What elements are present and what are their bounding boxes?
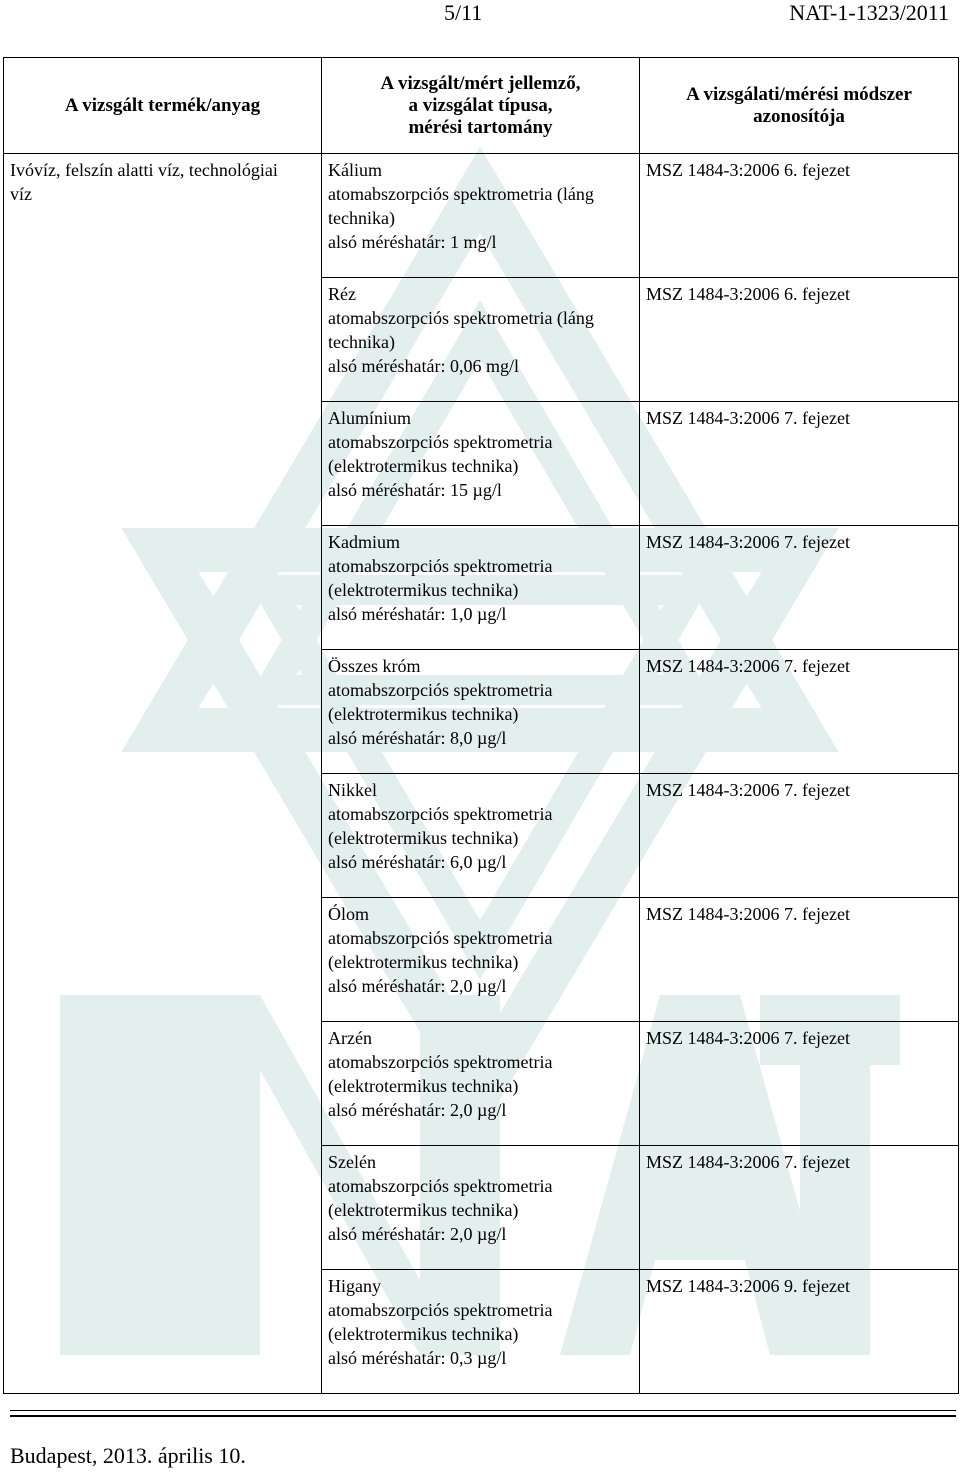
- characteristic-cell: Alumínium atomabszorpciós spektrometria (elektrotermikus technika) alsó méréshatár: 15 µg/l: [322, 402, 640, 526]
- characteristic-cell: Ólom atomabszorpciós spektrometria (elektrotermikus technika) alsó méréshatár: 2,0 µg/l: [322, 898, 640, 1022]
- accreditation-table: [3, 57, 959, 1394]
- characteristic-cell: Összes króm atomabszorpciós spektrometria (elektrotermikus technika) alsó méréshatár: 8,0 µg/l: [322, 650, 640, 774]
- method-cell: MSZ 1484-3:2006 7. fejezet: [640, 774, 959, 898]
- method-cell: MSZ 1484-3:2006 7. fejezet: [640, 526, 959, 650]
- characteristic-cell: Nikkel atomabszorpciós spektrometria (elektrotermikus technika) alsó méréshatár: 6,0 µg/l: [322, 774, 640, 898]
- characteristic-cell: Kadmium atomabszorpciós spektrometria (elektrotermikus technika) alsó méréshatár: 1,0 µg/l: [322, 526, 640, 650]
- method-cell: MSZ 1484-3:2006 7. fejezet: [640, 402, 959, 526]
- table-header-row: [4, 58, 959, 154]
- page-number: 5/11: [444, 0, 483, 25]
- characteristic-cell: Arzén atomabszorpciós spektrometria (elektrotermikus technika) alsó méréshatár: 2,0 µg/l: [322, 1022, 640, 1146]
- header-characteristic: A vizsgált/mért jellemző, a vizsgálat típusa, mérési tartomány: [322, 58, 640, 154]
- method-cell: MSZ 1484-3:2006 7. fejezet: [640, 650, 959, 774]
- footer-divider-thick: [10, 1415, 956, 1417]
- method-cell: MSZ 1484-3:2006 9. fejezet: [640, 1270, 959, 1394]
- header-product: A vizsgált termék/anyag: [4, 58, 322, 154]
- header-method: A vizsgálati/mérési módszer azonosítója: [640, 58, 959, 154]
- characteristic-cell: Higany atomabszorpciós spektrometria (elektrotermikus technika) alsó méréshatár: 0,3 µg/l: [322, 1270, 640, 1394]
- document-id: NAT-1-1323/2011: [789, 0, 949, 25]
- table-row: [4, 154, 959, 278]
- footer-divider-thin: [10, 1410, 956, 1411]
- characteristic-cell: Kálium atomabszorpciós spektrometria (láng technika) alsó méréshatár: 1 mg/l: [322, 154, 640, 278]
- method-cell: MSZ 1484-3:2006 7. fejezet: [640, 898, 959, 1022]
- characteristic-cell: Réz atomabszorpciós spektrometria (láng technika) alsó méréshatár: 0,06 mg/l: [322, 278, 640, 402]
- product-cell: Ivóvíz, felszín alatti víz, technológiai víz: [4, 154, 322, 1394]
- characteristic-cell: Szelén atomabszorpciós spektrometria (elektrotermikus technika) alsó méréshatár: 2,0 µg/l: [322, 1146, 640, 1270]
- method-cell: MSZ 1484-3:2006 7. fejezet: [640, 1022, 959, 1146]
- method-cell: MSZ 1484-3:2006 7. fejezet: [640, 1146, 959, 1270]
- method-cell: MSZ 1484-3:2006 6. fejezet: [640, 278, 959, 402]
- footer-place-date: Budapest, 2013. április 10.: [10, 1443, 246, 1468]
- method-cell: MSZ 1484-3:2006 6. fejezet: [640, 154, 959, 278]
